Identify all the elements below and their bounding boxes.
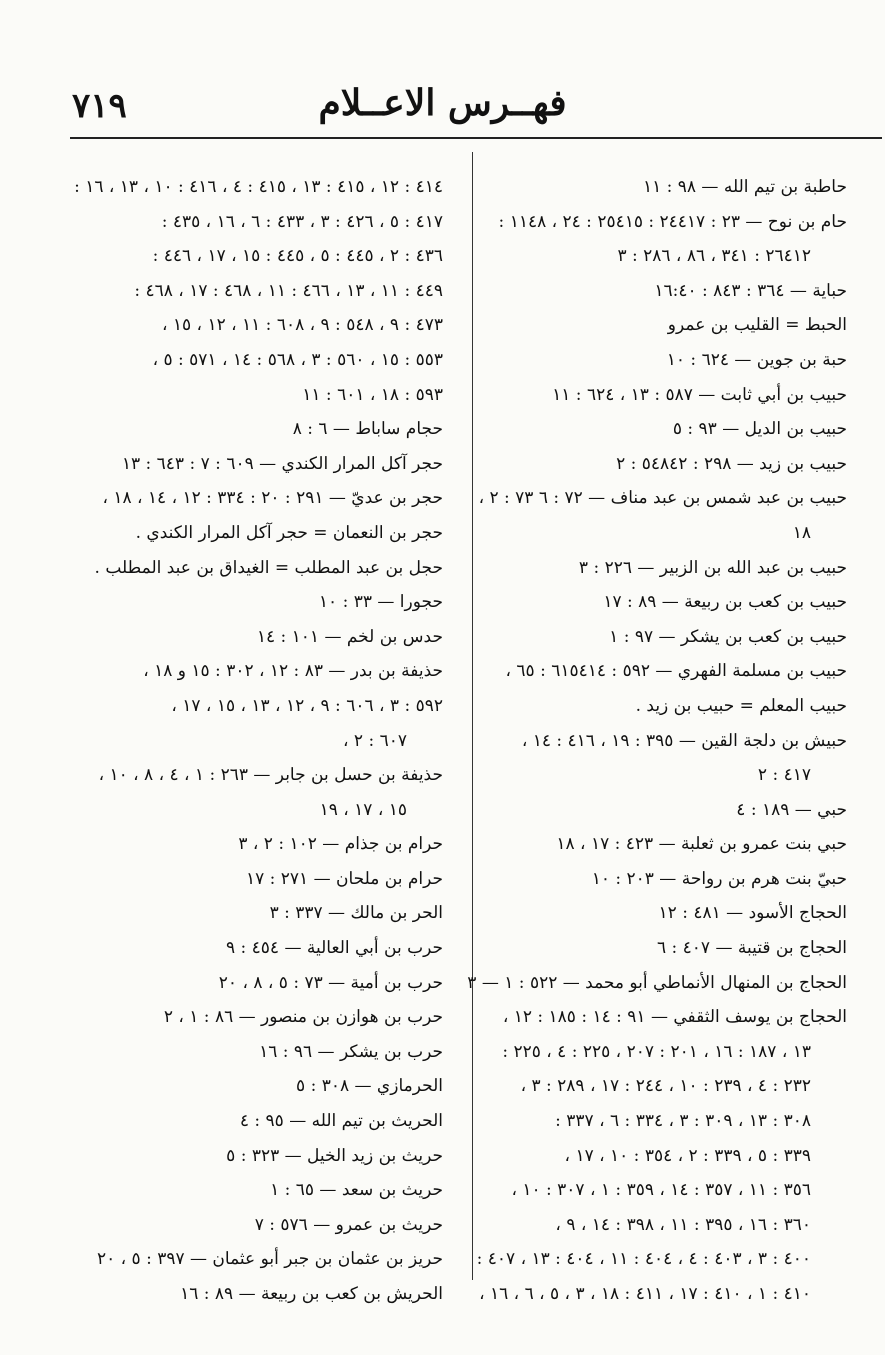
index-entry: ٦٠٧ : ٢ ، — [343, 730, 407, 751]
index-entry: حدس بن لخم — ١٠١ : ١٤ — [256, 626, 443, 647]
index-entry: ٤١٧ : ٢ — [757, 765, 811, 786]
index-entry: ٥٥٣ : ١٥ ، ٥٦٠ : ٣ ، ٥٦٨ : ١٤ ، ٥٧١ : ٥ ، — [152, 349, 443, 370]
index-entry: حبيب المعلم = حبيب بن زيد . — [635, 695, 847, 716]
index-column-right — [467, 170, 847, 1312]
index-entry: ٥٩٢ : ٣ ، ٦٠٦ : ٩ ، ١٢ ، ١٣ ، ١٥ ، ١٧ ، — [171, 695, 443, 716]
index-entry: حباية — ٣٦٤ : ٨٤٣ : ١٦:٤٠ — [654, 280, 847, 301]
index-entry: حبي بنت عمرو بن ثعلبة — ٤٢٣ : ١٧ ، ١٨ — [556, 834, 847, 855]
index-entry: ٤١٠ : ١ ، ٤١٠ : ١٧ ، ٤١١ : ١٨ ، ٣ ، ٥ ، ٦ ، ١٦ ، — [479, 1284, 811, 1304]
index-entry: حبيب بن زيد — ٢٩٨ : ٥٤٨٤٢ : ٢ — [616, 453, 847, 474]
index-entry: حبيب بن كعب بن يشكر — ٩٧ : ١ — [609, 626, 847, 647]
index-entry: حبيش بن دلجة القين — ٣٩٥ : ١٩ ، ٤١٦ : ١٤ ، — [521, 730, 847, 751]
index-entry: حرام بن ملحان — ٢٧١ : ١٧ — [245, 868, 443, 889]
index-entry: الحجاج بن المنهال الأنماطي أبو محمد — ٥٢٢ : ١ — ٣ — [467, 972, 847, 993]
index-entry: حام بن نوح — ٢٣ : ٢٤٤١٧ : ٢٥٤١٥ : ٢٤ ، ١١٤٨ : — [498, 211, 847, 232]
index-entry: حبيب بن كعب بن ربيعة — ٨٩ : ١٧ — [603, 592, 847, 613]
index-entry: حريث بن سعد — ٦٥ : ١ — [270, 1180, 443, 1201]
index-entry: حرب بن أبي العالية — ٤٥٤ : ٩ — [225, 938, 443, 959]
index-entry: حرب بن هوازن بن منصور — ٨٦ : ١ ، ٢ — [163, 1007, 443, 1028]
index-entry: حريث بن عمرو — ٥٧٦ : ٧ — [254, 1214, 443, 1235]
index-entry: الحريث بن تيم الله — ٩٥ : ٤ — [239, 1111, 443, 1132]
index-entry: ٤٧٣ : ٩ ، ٥٤٨ : ٩ ، ٦٠٨ : ١١ ، ١٢ ، ١٥ ، — [161, 315, 443, 336]
index-entry: ٤١٧ : ٥ ، ٤٢٦ : ٣ ، ٤٣٣ : ٦ ، ١٦ ، ٤٣٥ : — [161, 211, 443, 232]
index-entry: حبيب بن مسلمة الفهري — ٥٩٢ : ٦١٥٤١٤ : ٦٥ ، — [505, 661, 847, 682]
index-entry: ٤٠٠ : ٣ ، ٤٠٣ : ٤ ، ٤٠٤ : ١١ ، ٤٠٤ : ١٣ ، ٤٠٧ : — [476, 1249, 811, 1270]
index-column-left — [74, 170, 443, 1312]
page-number: ٧١٩ — [72, 86, 127, 126]
index-entry: حرام بن جذام — ١٠٢ : ٢ ، ٣ — [238, 834, 443, 855]
header-rule — [70, 137, 882, 139]
index-entry: حرب بن يشكر — ٩٦ : ١٦ — [259, 1041, 443, 1062]
index-entry: ٣٦٠ : ١٦ ، ٣٩٥ : ١١ ، ٣٩٨ : ١٤ ، ٩ ، — [555, 1214, 811, 1235]
index-entry: حبيب بن أبي ثابت — ٥٨٧ : ١٣ ، ٦٢٤ : ١١ — [552, 384, 847, 405]
index-entry: ١٥ ، ١٧ ، ١٩ — [319, 799, 407, 820]
index-entry: ٤١٤ : ١٢ ، ٤١٥ : ١٣ ، ٤١٥ : ٤ ، ٤١٦ : ١٠ ، ١٣ ، ١٦ : — [74, 177, 443, 197]
index-entry: حبيب بن الديل — ٩٣ : ٥ — [672, 419, 847, 440]
index-entry: حرب بن أمية — ٧٣ : ٥ ، ٨ ، ٢٠ — [218, 972, 443, 993]
index-entry: حبيّ بنت هرم بن رواحة — ٢٠٣ : ١٠ — [591, 868, 847, 889]
index-entry: ٤٣٦ : ٢ ، ٤٤٥ : ٥ ، ٤٤٥ : ١٥ ، ١٧ ، ٤٤٦ : — [152, 246, 443, 267]
index-entry: الحريش بن كعب بن ربيعة — ٨٩ : ١٦ — [180, 1284, 443, 1304]
index-entry: حاطبة بن تيم الله — ٩٨ : ١١ — [642, 177, 847, 197]
index-entry: ١٣ ، ١٨٧ : ١٦ ، ٢٠١ : ٢٠٧ ، ٢٢٥ : ٤ ، ٢٢٥ : — [502, 1041, 811, 1062]
index-entry: الحجاج بن يوسف الثقفي — ٩١ : ١٤ : ١٨٥ : ١٢ ، — [502, 1007, 847, 1028]
index-entry: ٣٠٨ : ١٣ ، ٣٠٩ : ٣ ، ٣٣٤ : ٦ ، ٣٣٧ : — [555, 1111, 811, 1132]
index-entry: حبيب بن عبد الله بن الزبير — ٢٢٦ : ٣ — [578, 557, 847, 578]
index-entry: الحجاج بن قتيبة — ٤٠٧ : ٦ — [656, 938, 847, 959]
page-title: فهــرس الاعــلام — [318, 82, 567, 124]
index-entry: حجورا — ٣٣ : ١٠ — [318, 592, 443, 613]
index-entry: حذيفة بن بدر — ٨٣ : ١٢ ، ٣٠٢ : ١٥ و ١٨ ، — [143, 661, 443, 682]
index-entry: حريز بن عثمان بن جبر أبو عثمان — ٣٩٧ : ٥ ، ٢٠ — [96, 1249, 443, 1270]
page-header — [0, 0, 885, 140]
index-entry: ٢٣٢ : ٤ ، ٢٣٩ : ١٠ ، ٢٤٤ : ١٧ ، ٢٨٩ : ٣ ، — [520, 1076, 811, 1097]
column-divider — [472, 152, 473, 1280]
index-entry: حذيفة بن حسل بن جابر — ٢٦٣ : ١ ، ٤ ، ٨ ، ١٠ ، — [98, 765, 443, 786]
index-entry: الحرمازي — ٣٠٨ : ٥ — [296, 1076, 443, 1097]
index-entry: حجل بن عبد المطلب = الغيداق بن عبد المطلب . — [94, 557, 443, 578]
index-entry: ٣٥٦ : ١١ ، ٣٥٧ : ١٤ ، ٣٥٩ : ١ ، ٣٠٧ : ١٠ ، — [511, 1180, 811, 1201]
index-entry: حريث بن زيد الخيل — ٣٢٣ : ٥ — [226, 1145, 443, 1166]
index-entry: حجر بن عديّ — ٢٩١ : ٢٠ : ٣٣٤ : ١٢ ، ١٤ ، ١٨ ، — [102, 488, 443, 509]
index-entry: ١٨ — [792, 522, 811, 543]
index-entry: حبي — ١٨٩ : ٤ — [736, 799, 847, 820]
index-entry: ٥٩٣ : ١٨ ، ٦٠١ : ١١ — [302, 384, 443, 405]
index-entry: ٢٦٤١٢ : ٣٤١ ، ٨٦ ، ٢٨٦ : ٣ — [617, 246, 811, 267]
index-entry: الحبط = القليب بن عمرو — [667, 315, 847, 336]
index-entry: حبيب بن عبد شمس بن عبد مناف — ٧٢ : ٦ ٧٣ : ٢ ، — [478, 488, 847, 509]
index-entry: ٤٤٩ : ١١ ، ١٣ ، ٤٦٦ : ١١ ، ٤٦٨ : ١٧ ، ٤٦٨ : — [134, 280, 443, 301]
index-entry: حجر آكل المرار الكندي — ٦٠٩ : ٧ : ٦٤٣ : ١٣ — [121, 453, 443, 474]
index-entry: الحجاج الأسود — ٤٨١ : ١٢ — [658, 903, 847, 924]
index-entry: حجر بن النعمان = حجر آكل المرار الكندي . — [135, 522, 443, 543]
index-entry: الحر بن مالك — ٣٣٧ : ٣ — [269, 903, 443, 924]
index-entry: ٣٣٩ : ٥ ، ٣٣٩ : ٢ ، ٣٥٤ : ١٠ ، ١٧ ، — [564, 1145, 811, 1166]
index-entry: حبة بن جوين — ٦٢٤ : ١٠ — [666, 349, 847, 370]
index-entry: حجام ساباط — ٦ : ٨ — [292, 419, 443, 440]
